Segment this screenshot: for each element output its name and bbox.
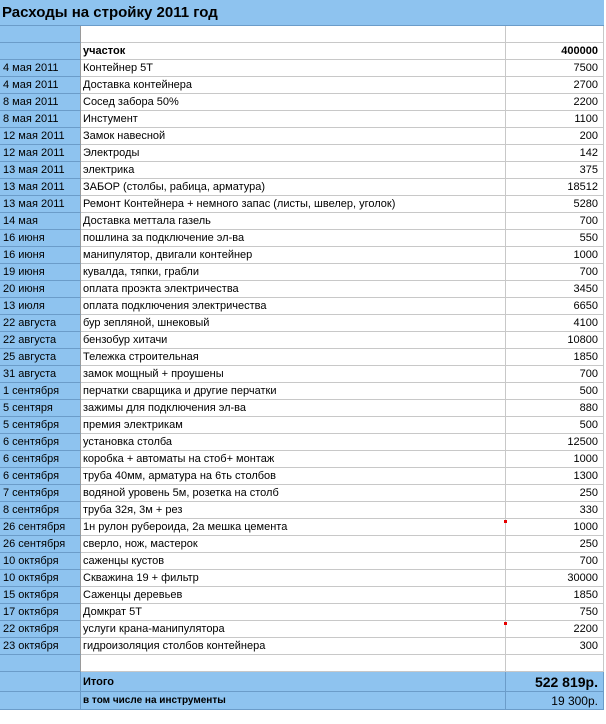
item-cell[interactable]: кувалда, тяпки, грабли — [81, 264, 506, 281]
item-cell[interactable]: Саженцы деревьев — [81, 587, 506, 604]
date-cell[interactable]: 7 сентября — [0, 485, 81, 502]
date-cell[interactable]: 4 мая 2011 — [0, 77, 81, 94]
cell[interactable] — [506, 26, 604, 43]
date-cell[interactable]: 5 сентября — [0, 417, 81, 434]
item-cell[interactable]: Доставка контейнера — [81, 77, 506, 94]
table-row — [0, 247, 606, 264]
item-cell[interactable]: установка столба — [81, 434, 506, 451]
table-row — [0, 485, 606, 502]
amount-cell[interactable]: 2200 — [506, 621, 604, 638]
header-amount-cell[interactable]: 400000 — [506, 43, 604, 60]
total-value[interactable]: 522 819р. — [506, 672, 604, 692]
amount-cell[interactable]: 1850 — [506, 587, 604, 604]
table-row — [0, 468, 606, 485]
sheet-title[interactable]: Расходы на стройку 2011 год — [0, 0, 604, 26]
table-row — [0, 196, 606, 213]
cell[interactable] — [506, 655, 604, 672]
amount-cell[interactable]: 750 — [506, 604, 604, 621]
date-cell[interactable]: 8 мая 2011 — [0, 94, 81, 111]
item-cell[interactable]: Скважина 19 + фильтр — [81, 570, 506, 587]
table-row — [0, 553, 606, 570]
item-cell[interactable]: 1н рулон рубероида, 2а мешка цемента — [81, 519, 506, 536]
date-cell[interactable]: 1 сентября — [0, 383, 81, 400]
cell[interactable] — [81, 26, 506, 43]
cell[interactable] — [0, 26, 81, 43]
date-cell[interactable]: 31 августа — [0, 366, 81, 383]
item-cell[interactable]: оплата проэкта электричества — [81, 281, 506, 298]
date-cell[interactable]: 6 сентября — [0, 468, 81, 485]
amount-cell[interactable]: 700 — [506, 366, 604, 383]
cell[interactable] — [0, 692, 81, 710]
amount-cell[interactable]: 1000 — [506, 451, 604, 468]
item-cell[interactable]: оплата подключения электричества — [81, 298, 506, 315]
amount-cell[interactable]: 142 — [506, 145, 604, 162]
item-cell[interactable]: Сосед забора 50% — [81, 94, 506, 111]
amount-cell[interactable]: 1000 — [506, 519, 604, 536]
table-row — [0, 519, 606, 536]
table-row — [0, 536, 606, 553]
amount-cell[interactable]: 2200 — [506, 94, 604, 111]
item-cell[interactable]: пошлина за подключение эл-ва — [81, 230, 506, 247]
amount-cell[interactable]: 1100 — [506, 111, 604, 128]
amount-cell[interactable]: 880 — [506, 400, 604, 417]
date-cell[interactable]: 25 августа — [0, 349, 81, 366]
table-row — [0, 94, 606, 111]
amount-cell[interactable]: 12500 — [506, 434, 604, 451]
date-cell[interactable]: 12 мая 2011 — [0, 128, 81, 145]
date-cell[interactable]: 19 июня — [0, 264, 81, 281]
item-cell[interactable]: услуги крана-манипулятора — [81, 621, 506, 638]
tools-total-row — [0, 692, 606, 710]
date-cell[interactable]: 8 сентября — [0, 502, 81, 519]
item-cell[interactable]: ЗАБОР (столбы, рабица, арматура) — [81, 179, 506, 196]
amount-cell[interactable]: 700 — [506, 213, 604, 230]
cell[interactable] — [0, 655, 81, 672]
date-cell[interactable]: 22 октября — [0, 621, 81, 638]
table-row — [0, 145, 606, 162]
date-cell[interactable]: 6 сентября — [0, 451, 81, 468]
date-cell[interactable]: 6 сентября — [0, 434, 81, 451]
item-cell[interactable]: труба 32я, 3м + рез — [81, 502, 506, 519]
date-cell[interactable]: 10 октября — [0, 570, 81, 587]
amount-cell[interactable]: 1850 — [506, 349, 604, 366]
table-row — [0, 230, 606, 247]
date-cell[interactable]: 14 мая — [0, 213, 81, 230]
item-cell[interactable]: Замок навесной — [81, 128, 506, 145]
table-row — [0, 570, 606, 587]
amount-cell[interactable]: 6650 — [506, 298, 604, 315]
item-cell[interactable]: Электроды — [81, 145, 506, 162]
date-cell[interactable]: 13 мая 2011 — [0, 179, 81, 196]
amount-cell[interactable]: 1000 — [506, 247, 604, 264]
item-cell[interactable]: саженцы кустов — [81, 553, 506, 570]
date-cell[interactable]: 17 октября — [0, 604, 81, 621]
item-cell[interactable]: перчатки сварщика и другие перчатки — [81, 383, 506, 400]
item-cell[interactable]: Тележка строительная — [81, 349, 506, 366]
table-row — [0, 281, 606, 298]
header-row — [0, 43, 606, 60]
date-cell[interactable]: 15 октября — [0, 587, 81, 604]
item-cell[interactable]: Ремонт Контейнера + немного запас (листы, швелер, уголок) — [81, 196, 506, 213]
item-cell[interactable]: зажимы для подключения эл-ва — [81, 400, 506, 417]
amount-cell[interactable]: 18512 — [506, 179, 604, 196]
date-cell[interactable]: 16 июня — [0, 230, 81, 247]
table-row — [0, 587, 606, 604]
date-cell[interactable]: 13 мая 2011 — [0, 196, 81, 213]
item-cell[interactable]: бур зепляной, шнековый — [81, 315, 506, 332]
table-row — [0, 434, 606, 451]
table-row — [0, 451, 606, 468]
tools-total-label[interactable]: в том числе на инструменты — [81, 692, 506, 710]
amount-cell[interactable]: 3450 — [506, 281, 604, 298]
item-cell[interactable]: труба 40мм, арматура на 6ть столбов — [81, 468, 506, 485]
date-cell[interactable]: 16 июня — [0, 247, 81, 264]
table-row — [0, 604, 606, 621]
item-cell[interactable]: Контейнер 5Т — [81, 60, 506, 77]
item-cell[interactable]: Инстумент — [81, 111, 506, 128]
comment-indicator-icon[interactable] — [504, 622, 507, 625]
table-row — [0, 179, 606, 196]
amount-cell[interactable]: 200 — [506, 128, 604, 145]
item-cell[interactable]: гидроизоляция столбов контейнера — [81, 638, 506, 655]
item-cell[interactable]: Доставка меттала газель — [81, 213, 506, 230]
header-label-cell[interactable]: участок — [81, 43, 506, 60]
item-cell[interactable]: водяной уровень 5м, розетка на столб — [81, 485, 506, 502]
blank-row — [0, 655, 606, 672]
date-cell[interactable]: 4 мая 2011 — [0, 60, 81, 77]
date-cell[interactable]: 10 октября — [0, 553, 81, 570]
cell[interactable] — [81, 655, 506, 672]
amount-cell[interactable]: 5280 — [506, 196, 604, 213]
table-row — [0, 349, 606, 366]
total-label[interactable]: Итого — [81, 672, 506, 692]
amount-cell[interactable]: 4100 — [506, 315, 604, 332]
date-cell[interactable]: 8 мая 2011 — [0, 111, 81, 128]
amount-cell[interactable]: 330 — [506, 502, 604, 519]
table-row — [0, 638, 606, 655]
date-cell[interactable]: 26 сентября — [0, 519, 81, 536]
date-cell[interactable]: 23 октября — [0, 638, 81, 655]
item-cell[interactable]: сверло, нож, мастерок — [81, 536, 506, 553]
date-cell[interactable]: 20 июня — [0, 281, 81, 298]
item-cell[interactable]: замок мощный + проушены — [81, 366, 506, 383]
date-cell[interactable]: 13 мая 2011 — [0, 162, 81, 179]
table-row — [0, 111, 606, 128]
amount-cell[interactable]: 30000 — [506, 570, 604, 587]
item-cell[interactable]: премия электрикам — [81, 417, 506, 434]
amount-cell[interactable]: 250 — [506, 485, 604, 502]
amount-cell[interactable]: 500 — [506, 417, 604, 434]
table-row — [0, 400, 606, 417]
amount-cell[interactable]: 375 — [506, 162, 604, 179]
table-row — [0, 128, 606, 145]
table-row — [0, 162, 606, 179]
table-row — [0, 298, 606, 315]
table-row — [0, 60, 606, 77]
table-row — [0, 417, 606, 434]
table-row — [0, 502, 606, 519]
amount-cell[interactable]: 500 — [506, 383, 604, 400]
amount-cell[interactable]: 700 — [506, 264, 604, 281]
amount-cell[interactable]: 10800 — [506, 332, 604, 349]
date-cell[interactable]: 5 сентяря — [0, 400, 81, 417]
expense-rows — [0, 60, 606, 655]
amount-cell[interactable]: 550 — [506, 230, 604, 247]
table-row — [0, 366, 606, 383]
item-cell[interactable]: бензобур хитачи — [81, 332, 506, 349]
amount-cell[interactable]: 2700 — [506, 77, 604, 94]
amount-cell[interactable]: 1300 — [506, 468, 604, 485]
table-row — [0, 621, 606, 638]
amount-cell[interactable]: 250 — [506, 536, 604, 553]
table-row — [0, 264, 606, 281]
date-cell[interactable]: 22 августа — [0, 315, 81, 332]
date-cell[interactable]: 22 августа — [0, 332, 81, 349]
date-cell[interactable]: 26 сентября — [0, 536, 81, 553]
amount-cell[interactable]: 300 — [506, 638, 604, 655]
date-cell[interactable]: 12 мая 2011 — [0, 145, 81, 162]
blank-row — [0, 26, 606, 43]
table-row — [0, 315, 606, 332]
cell[interactable] — [0, 43, 81, 60]
table-row — [0, 77, 606, 94]
cell[interactable] — [0, 672, 81, 692]
total-row — [0, 672, 606, 692]
table-row — [0, 213, 606, 230]
table-row — [0, 332, 606, 349]
table-row — [0, 383, 606, 400]
comment-indicator-icon[interactable] — [504, 520, 507, 523]
amount-cell[interactable]: 700 — [506, 553, 604, 570]
item-cell[interactable]: коробка + автоматы на стоб+ монтаж — [81, 451, 506, 468]
amount-cell[interactable]: 7500 — [506, 60, 604, 77]
tools-total-value[interactable]: 19 300р. — [506, 692, 604, 710]
item-cell[interactable]: электрика — [81, 162, 506, 179]
item-cell[interactable]: манипулятор, двигали контейнер — [81, 247, 506, 264]
date-cell[interactable]: 13 июля — [0, 298, 81, 315]
item-cell[interactable]: Домкрат 5Т — [81, 604, 506, 621]
